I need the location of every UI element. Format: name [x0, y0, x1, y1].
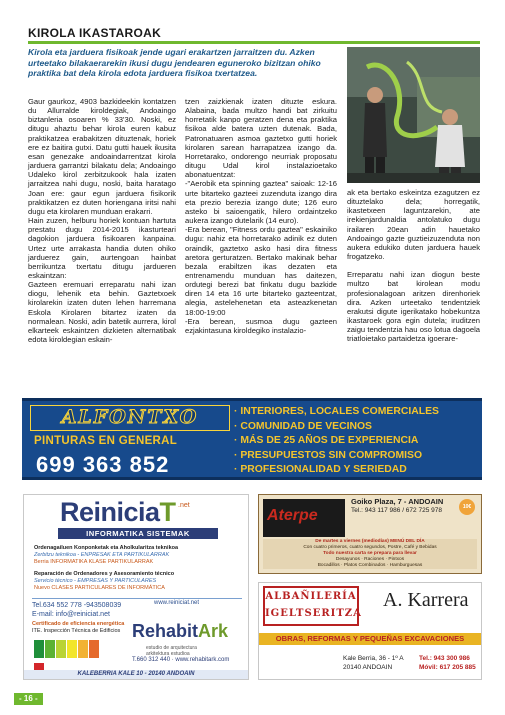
ad-alfontxo-phone[interactable]: 699 363 852: [36, 452, 170, 477]
ad-reiniciat-tel[interactable]: Tel.634 552 778 -943508039: [32, 602, 122, 609]
logo-part: Rehabit: [132, 621, 199, 641]
logo-line: ALBAÑILERÍA: [265, 591, 357, 602]
ad-alfontxo-services: [234, 405, 478, 478]
cert-line: ITE. Inspección Técnica de Edificios: [32, 628, 121, 634]
energy-bar: [56, 640, 66, 658]
paragraph: -Era berean, "Fitness ordu gaztea" eskainiko dugu: nahiz eta horretarako adinik ez duten oraindik, gaztetxo asko hasi dira fitness aretora gerturatzen. Bertako makinak behar bezala erabiltzen ikas dezaten eta entrenamendu munduan has daitezen, ordutegi berezi bat finkatu dugu bazkide diren 14 eta 16 urte bitarteko gazteentzat, alegia, astelehenetan eta asteazkenetan 18:00-19:00: [185, 225, 337, 317]
energy-bar: [78, 640, 88, 658]
rehab-line: arkitektura estudioa: [146, 651, 190, 657]
ad-reiniciat[interactable]: [23, 494, 249, 680]
article-title: KIROLA IKASTAROAK: [28, 26, 162, 40]
article-photo: [347, 47, 480, 183]
cert-line: Certificado de eficiencia energética: [32, 621, 125, 627]
logo-part: T: [159, 497, 176, 527]
paragraph: ak eta bertako eskeintza ezagutzen ez dituztelako dela; horregatik, ikastetxeen laguntzarekin, ate irekienjardunaldia antolatuko dugu irailaren 20ean adin hauetako Andoaingo gazte guztieizuzenduta non aukera edukiko duten jarduera hauek frogatzeko.: [347, 188, 480, 262]
paragraph: tzen zaizkienak izaten dituzte eskura. Alabaina, bada multzo handi bat zirkuitu horretatik kanpo geratzen dena eta praktika fisikoa alde batera uzten dutenak. Bada, Patronatuaren asmoa gaztetxo gutti horiek kirolaren sarean harrapatzea izango da. Horretarako, ondorengo neurriak proposatu ditugu Udal kirol instalazioetako abonatuentzat:: [185, 97, 337, 180]
paragraph: Gaur gaurkoz, 4903 bazkideekin kontatzen du Allurralde kiroldegiak, Andoaingo biztanleria osoaren % 33'30. Noski, ez ditugu ahaztu behar kirola euren kabuz praktikatzea erabakitzen dituztenak, horiek ere ez baitira gutxi. Datu gutti hauek ikusita esan genezake andoaindarrentzat kirola jarduera garrantzi bilakatu dela; Andoaingo Udaleko kirol zerbitzukook hala izaten jarraitzea nahi dugu, noski, baita haratago Joan ere: gaur egun jarduera fisikorik praktikatzen ez duten horiengana iritsi nahi dugu eta kirolaren munduan erakarri.: [28, 97, 176, 216]
energy-bar: [89, 640, 99, 658]
service-item: · PRESUPUESTOS SIN COMPROMISO: [234, 449, 423, 461]
service-item: · MÁS DE 25 AÑOS DE EXPERIENCIA: [234, 435, 419, 447]
menu-line: De martes a viernes (mediodías) MENÚ DEL DÍA: [315, 539, 425, 544]
paragraph: Gazteen eremuari erreparatu nahi izan diogu, lehenik eta behin. Gaztetxoek kirolarekin izaten duten lehen harremana Eskola Kirolaren bitartez izaten da normalean. Noski, adin batetik aurrera, kirol elkarteek eskaintzen dizkieten alternatibak edota kiroldegian eskain-: [28, 280, 176, 345]
ad-reiniciat-band: INFORMATIKA SISTEMAK: [58, 528, 218, 539]
menu-line: Desayunos · Raciones · Pintxos: [335, 557, 405, 562]
ad-reiniciat-web[interactable]: www.reiniciat.net: [154, 600, 200, 606]
logo-line: IGELTSERITZA: [265, 608, 362, 619]
ad-reiniciat-net: .net: [178, 502, 190, 509]
ad-aterpe[interactable]: [258, 494, 482, 574]
paragraph: -Era berean, susmoa dugu gazteen ezjakintasuna kiroldegiko instalazio-: [185, 316, 337, 335]
article-column-2: [185, 97, 337, 335]
ad-alfontxo-subtitle: PINTURAS EN GENERAL: [34, 435, 178, 447]
ad-karrera-address: [343, 655, 404, 672]
ad-rehabitark-logo: [132, 621, 228, 642]
price-badge: 10€: [459, 499, 475, 515]
ad-rehabitark-sub: [146, 645, 197, 657]
energy-bar: [67, 640, 77, 658]
address-line: Kale Berria, 36 - 1º A: [343, 655, 404, 662]
paragraph: Hain zuzen, helburu horiek kontuan hartuta prestatu dugu 2014-2015 ikasturteari dagokion jarduera fisikoaren kanpaina. Urtez urte arrakasta handia duten ohiko jarduerez gain, aurtengoan hainbat berrikuntza txertatu ditugu jardueren eskaintzan:: [28, 216, 176, 280]
article-column-3: [347, 188, 480, 344]
ad-rehabitark-contact[interactable]: T.660 312 440 · www.rehabitark.com: [132, 657, 230, 663]
service-item: · COMUNIDAD DE VECINOS: [234, 420, 372, 432]
ad-cert: [32, 621, 124, 635]
ad-karrera[interactable]: [258, 582, 482, 680]
ad-line: Berria INFORMATIKA KLASE PARTIKULARRAK: [34, 559, 154, 565]
menu-line: Con cuatro primeros, cuatro segundos, Postre, Café y Bebidas: [303, 545, 437, 550]
ad-line-text: Ordenagailuen Konponketak eta Aholkularitza teknikoa: [34, 545, 179, 551]
ad-aterpe-logo: [263, 499, 345, 537]
page-number: - 16 -: [14, 693, 43, 705]
ad-reiniciat-address: KALEBERRIA KALE 10 - 20140 ANDOAIN: [24, 670, 248, 679]
ad-reiniciat-contact: [32, 598, 242, 619]
ad-line-text: Reparación de Ordenadores y Asesoramiento técnico: [34, 571, 175, 577]
ad-aterpe-logo-text: Aterpe: [267, 507, 318, 524]
article-column-1: [28, 97, 176, 344]
ad-karrera-phones: [419, 655, 476, 672]
address-line: 20140 ANDOAIN: [343, 663, 393, 671]
ad-karrera-name: A. Karrera: [383, 589, 469, 611]
ad-aterpe-info: [351, 498, 443, 515]
ad-aterpe-menu: [263, 539, 477, 569]
logo-part: Ark: [198, 621, 229, 641]
ad-line: Zerbitzu teknikoa - ENPRESAK ETA PARTIKULARRAK: [34, 552, 170, 558]
menu-line: Todo nuestra carta se prepara para llevar: [323, 551, 417, 556]
paragraph: -"Aerobik eta spinning gaztea" saioak: 12-16 urte bitarteko gazteei zuzenduta izango dira eta prezio berezia izango dute; 126 euro asteko bi saioengatik, hilero ordaintzeko aukera izango dutelarik (14 euro).: [185, 179, 337, 226]
energy-bar: [45, 640, 55, 658]
ad-alfontxo[interactable]: [22, 398, 482, 480]
ad-karrera-logo: [263, 586, 362, 626]
ad-aterpe-tel[interactable]: Tel.: 943 117 986 / 672 725 978: [351, 507, 442, 514]
energy-rating-graphic: [34, 640, 106, 662]
paragraph: Erreparatu nahi izan diogun beste multzo bat kirolean modu profesionalagoan aritzen direnhoriek dira. Azken urteetako tendentziek erakutsi digute igerikatako hobekuntza ikastaroek gora egin dutela; iruditzen zaigu tendentzia hau oso lotua dagoela triatloietako partaidetza igoerare-: [347, 270, 480, 344]
article-lead: Kirola eta jarduera fisikoak jende ugari erakartzen jarraitzen du. Azken urteetako bilakaerarekin ikusi dugu jendearen eguneroko bizitzan ohiko praktika bat dela kirola edota jarduera fisikoa txertatzea.: [28, 47, 321, 79]
article-title-bar: [28, 24, 480, 44]
ad-alfontxo-logo: ALFONTXO: [30, 405, 230, 431]
ad-reiniciat-email[interactable]: E-mail: info@reiniciat.net: [32, 611, 110, 618]
rehab-line: estudio de arquitectura: [146, 645, 197, 651]
service-item: · PROFESIONALIDAD Y SERIEDAD: [234, 464, 407, 476]
ad-reiniciat-logo: [60, 497, 176, 528]
gym-photo-illustration: [347, 47, 480, 183]
ad-line: [34, 545, 178, 552]
service-item: · INTERIORES, LOCALES COMERCIALES: [234, 406, 439, 417]
ad-line: [34, 571, 174, 578]
ad-line: Nuevo CLASES PARTICULARES DE INFORMÁTICA: [34, 585, 165, 591]
menu-line: Bocadillos · Platos Combinados · Hamburguesas: [317, 563, 423, 568]
ad-aterpe-address: Goiko Plaza, 7 - ANDOAIN: [351, 497, 444, 506]
energy-bar: [34, 640, 44, 658]
phone-line[interactable]: Tel.: 943 300 986: [419, 655, 470, 662]
ad-karrera-slogan: OBRAS, REFORMAS Y PEQUEÑAS EXCAVACIONES: [259, 633, 481, 645]
logo-part: Reinicia: [60, 497, 160, 527]
phone-line[interactable]: Móvil: 617 205 885: [419, 663, 476, 671]
ad-line: Servicio técnico - EMPRESAS Y PARTICULARES: [34, 578, 157, 584]
